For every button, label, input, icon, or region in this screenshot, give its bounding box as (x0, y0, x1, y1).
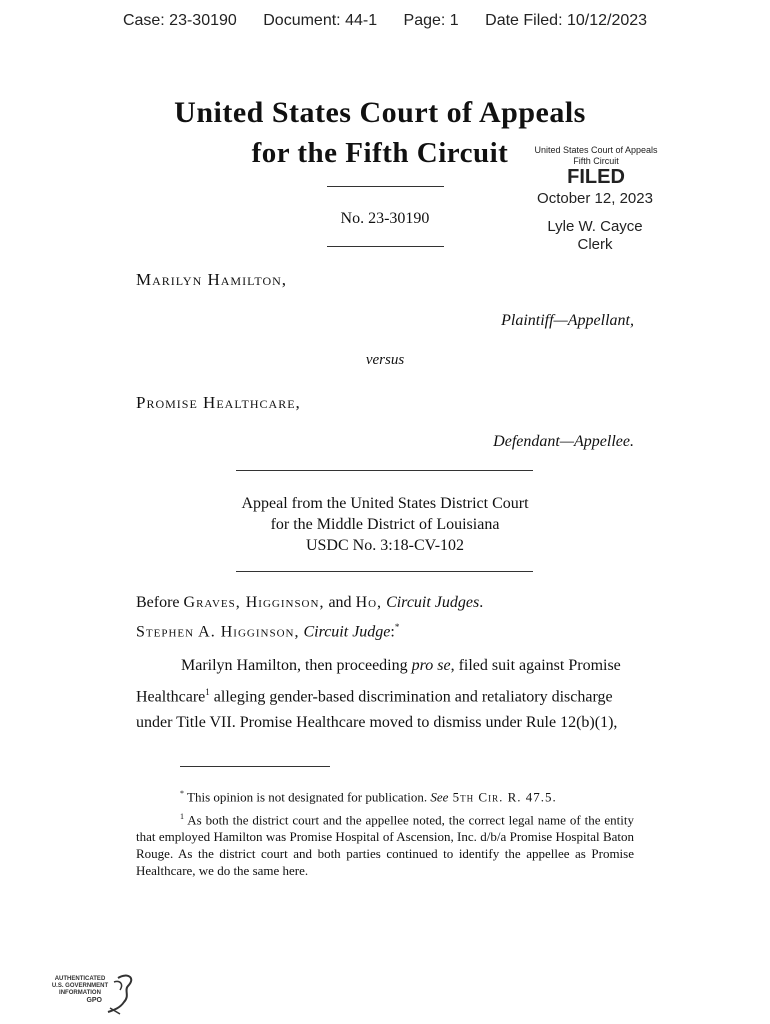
author-footnote-mark: * (394, 622, 400, 632)
appeal-rule-top (236, 470, 533, 471)
document-number-header: Document: 44-1 (263, 12, 378, 29)
gpo-authenticated-logo (40, 968, 140, 1018)
case-number: No. 23-30190 (340, 210, 430, 227)
panel-and: and (324, 594, 356, 611)
court-circuit: for the Fifth Circuit (251, 137, 509, 169)
stamp-circuit: Fifth Circuit (573, 156, 619, 166)
panel-judge-ho: Ho, (355, 594, 383, 611)
panel-judges: Graves, Higginson, (183, 594, 325, 611)
defendant-name: Promise Healthcare, (136, 393, 301, 412)
author-line (136, 622, 399, 641)
opinion-paragraph (136, 653, 636, 736)
opinion-text-1a: Marilyn Hamilton, then proceeding (181, 657, 412, 674)
panel-before: Before (136, 594, 184, 611)
opinion-footnote-ref: 1 (205, 687, 210, 697)
gpo-line-2: U.S. GOVERNMENT (51, 983, 109, 989)
appeal-line-3: USDC No. 3:18-CV-102 (305, 537, 465, 554)
stamp-clerk-title: Clerk (577, 236, 613, 253)
stamp-clerk-name: Lyle W. Cayce (547, 218, 643, 235)
panel-line (136, 594, 483, 612)
appeal-block (170, 493, 600, 556)
author-name: Stephen A. Higginson, (136, 623, 300, 641)
gpo-line-3: INFORMATION (59, 990, 101, 996)
gpo-logo-text (40, 976, 120, 1004)
author-colon: : (390, 623, 395, 641)
panel-period: . (479, 594, 484, 611)
gpo-line-1: AUTHENTICATED (54, 976, 106, 982)
stamp-court: United States Court of Appeals (534, 145, 658, 155)
footnote-star-rule: 5th Cir. R. 47.5. (448, 789, 557, 805)
case-number-rule-bottom (327, 246, 444, 247)
plaintiff-role: Plaintiff—Appellant, (501, 312, 634, 329)
opinion-line-1 (136, 653, 636, 679)
footnote-1-mark: 1 (180, 812, 184, 821)
footnote-rule (180, 766, 330, 767)
opinion-text-2a: Healthcare (136, 688, 206, 706)
footnote-star (136, 785, 634, 805)
opinion-line-3: under Title VII. Promise Healthcare moved to dismiss under Rule 12(b)(1), (136, 714, 618, 732)
court-title: United States Court of Appeals (174, 96, 586, 129)
opinion-pro-se: pro se (411, 657, 451, 674)
stamp-filed: FILED (567, 166, 625, 188)
page-number-header: Page: 1 (403, 12, 459, 29)
appeal-line-1: Appeal from the United States District Court (241, 495, 529, 512)
gpo-line-4: GPO (86, 997, 102, 1004)
author-title: Circuit Judge (303, 623, 391, 641)
case-number-rule-top (327, 186, 444, 187)
defendant-role: Defendant—Appellee. (493, 433, 634, 450)
case-number-header: Case: 23-30190 (122, 12, 237, 29)
opinion-line-2 (136, 679, 636, 710)
footnote-star-text: This opinion is not designated for publication. (184, 789, 431, 805)
footnote-1-text: As both the district court and the appellee noted, the correct legal name of the entity that employed Hamilton was Promise Hospital of Ascension, Inc. d/b/a Promise Hospital Baton Rouge. As the district court and both parties continued to identify the appellee as Promise Healthcare, we do the same here. (136, 812, 634, 879)
opinion-text-1b: , filed suit against Promise (450, 657, 621, 674)
date-filed-header: Date Filed: 10/12/2023 (485, 12, 648, 29)
footnote-star-mark: * (180, 789, 184, 798)
appeal-line-2: for the Middle District of Louisiana (270, 516, 500, 533)
panel-circuit-judges: Circuit Judges (386, 594, 480, 611)
versus-label: versus (365, 352, 405, 368)
footnote-1 (136, 808, 634, 879)
opinion-text-2b: alleging gender-based discrimination and retaliatory discharge (209, 688, 613, 706)
document-header (0, 12, 770, 30)
footnote-star-see: See (430, 789, 449, 805)
appeal-rule-bottom (236, 571, 533, 572)
plaintiff-name: Marilyn Hamilton, (136, 270, 288, 289)
stamp-date: October 12, 2023 (537, 190, 653, 207)
